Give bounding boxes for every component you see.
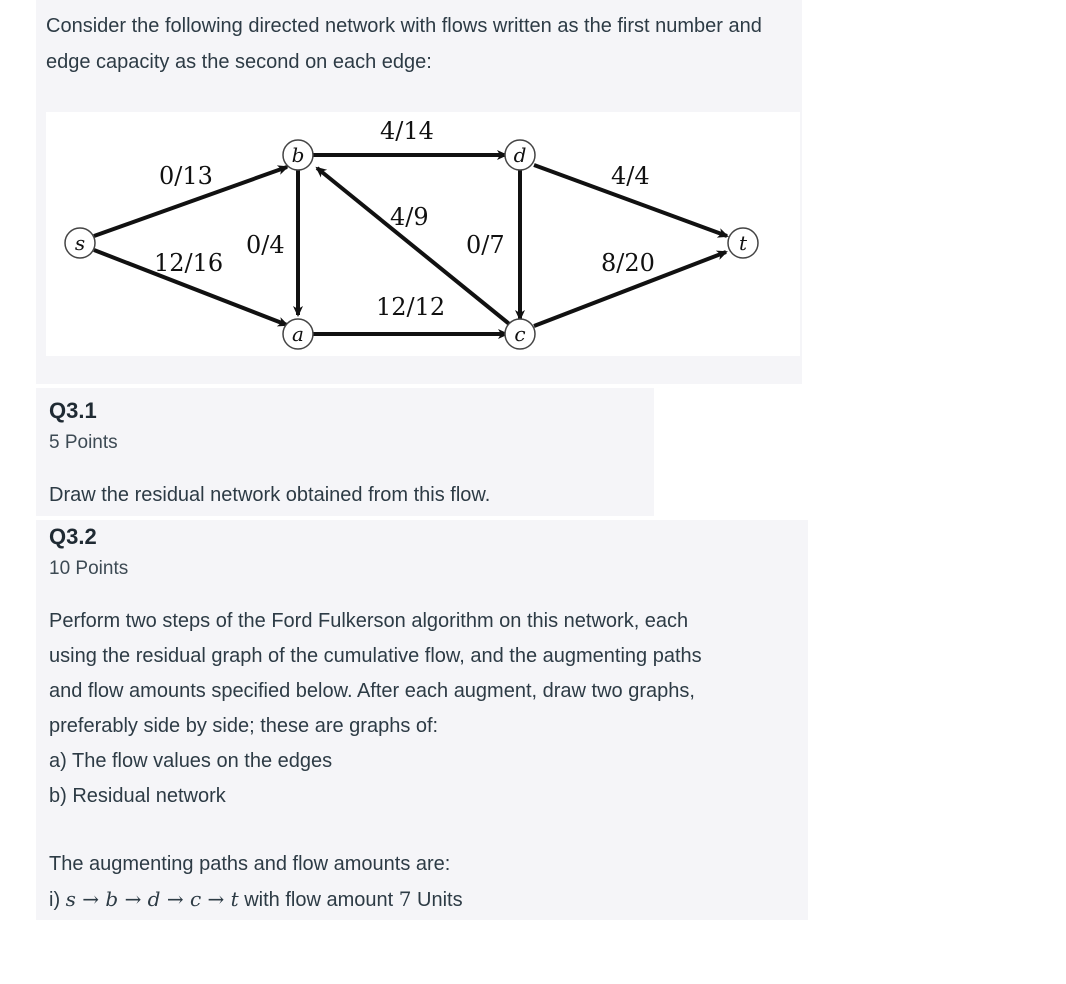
edge-label-b-d: 4/14 [380, 117, 434, 145]
node-label-t: t [738, 231, 748, 255]
q32-description-line-1: Perform two steps of the Ford Fulkerson algorithm on this network, each [49, 610, 689, 632]
q32-title: Q3.2 [49, 524, 97, 549]
path-i-suffix: Units [411, 889, 463, 911]
q32-body [49, 604, 801, 814]
edge-label-d-c: 0/7 [466, 231, 505, 259]
q32-points: 10 Points [49, 558, 129, 579]
edge-label-c-b: 4/9 [390, 203, 429, 231]
q32-description-line-3: and flow amounts specified below. After each augment, draw two graphs, [49, 680, 695, 702]
q32-paths [49, 847, 801, 918]
q31-title: Q3.1 [49, 398, 97, 423]
path-i-route: s → b → d → c → t [65, 887, 239, 911]
path-i-prefix: i) [49, 889, 66, 911]
node-label-s: s [74, 231, 86, 255]
network-figure [46, 112, 800, 356]
node-label-a: a [292, 322, 304, 346]
node-label-b: b [291, 143, 305, 167]
node-label-c: c [514, 322, 526, 346]
q32-item-b: b) Residual network [49, 785, 226, 807]
path-i-amount: 7 [398, 887, 412, 911]
q32-description-line-2: using the residual graph of the cumulative flow, and the augmenting paths [49, 645, 702, 667]
edge-label-s-b: 0/13 [159, 162, 213, 190]
q31-points: 5 Points [49, 432, 118, 453]
q32-description-line-4: preferably side by side; these are graphs of: [49, 715, 439, 737]
network-diagram [46, 112, 800, 356]
edge-label-d-t: 4/4 [611, 162, 650, 190]
edge-label-c-t: 8/20 [601, 249, 655, 277]
q32-paths-intro: The augmenting paths and flow amounts are: [49, 853, 451, 875]
q32-path-i [49, 882, 801, 918]
edge-label-s-a: 12/16 [154, 249, 224, 277]
node-label-d: d [513, 143, 527, 167]
edge-label-b-a: 0/4 [246, 231, 285, 259]
path-i-middle: with flow amount [238, 889, 399, 911]
q31-prompt: Draw the residual network obtained from this flow. [49, 484, 491, 506]
edge-label-a-c: 12/12 [376, 293, 446, 321]
intro-text: Consider the following directed network with flows written as the first number and edge capacity as the second on each edge: [46, 15, 762, 73]
q32-item-a: a) The flow values on the edges [49, 750, 333, 772]
